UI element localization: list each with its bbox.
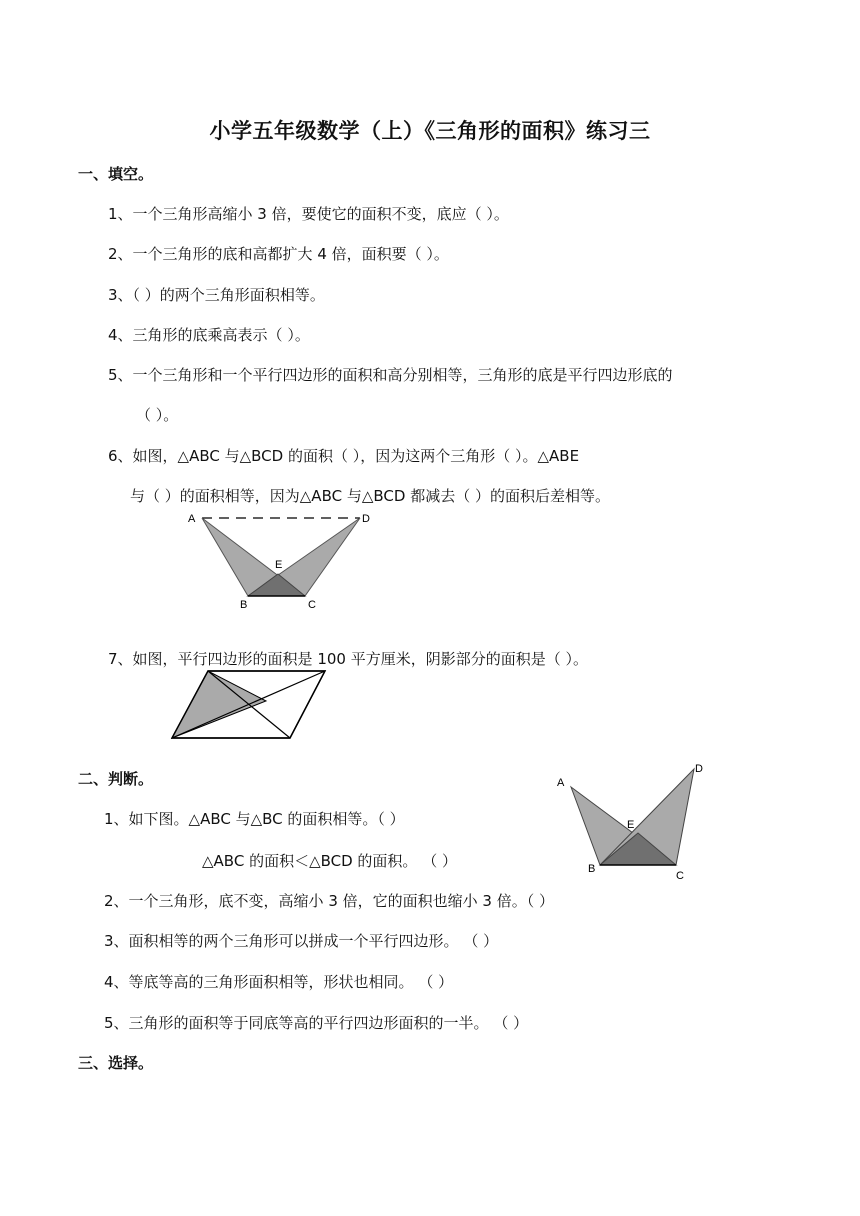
label-d: D (695, 763, 703, 775)
label-c: C (676, 870, 684, 882)
question-1-3: 3、（ ）的两个三角形面积相等。 (108, 286, 325, 304)
question-1-6-line1: 6、如图，△ABC 与△BCD 的面积（ ），因为这两个三角形（ ）。△ABE (108, 447, 580, 465)
label-d: D (362, 513, 370, 525)
question-1-7: 7、如图，平行四边形的面积是 100 平方厘米，阴影部分的面积是（ ）。 (108, 650, 588, 668)
label-c: C (308, 599, 316, 611)
question-1-2: 2、一个三角形的底和高都扩大 4 倍，面积要（ ）。 (108, 245, 449, 263)
judge-5: 5、三角形的面积等于同底等高的平行四边形面积的一半。 （ ） (104, 1014, 529, 1032)
section-heading-judge: 二、判断。 (78, 770, 154, 788)
label-a: A (188, 513, 196, 525)
question-1-6-line2: 与（ ）的面积相等，因为△ABC 与△BCD 都减去（ ）的面积后差相等。 (130, 487, 610, 505)
section-heading-fill-in: 一、填空。 (78, 165, 154, 183)
judge-4: 4、等底等高的三角形面积相等，形状也相同。 （ ） (104, 973, 454, 991)
figure-triangles-q6 (180, 505, 380, 615)
question-1-1: 1、一个三角形高缩小 3 倍，要使它的面积不变，底应（ ）。 (108, 205, 509, 223)
question-1-5-line2: （ ）。 (136, 406, 179, 424)
label-e: E (627, 819, 635, 831)
question-1-5-line1: 5、一个三角形和一个平行四边形的面积和高分别相等，三角形的底是平行四边形底的 (108, 366, 673, 384)
label-a: A (557, 777, 565, 789)
section-heading-choice: 三、选择。 (78, 1054, 154, 1072)
label-e: E (275, 559, 283, 571)
judge-2: 2、一个三角形，底不变，高缩小 3 倍，它的面积也缩小 3 倍。（ ） (104, 892, 554, 910)
figure-triangles-judge (548, 755, 718, 885)
label-b: B (240, 599, 248, 611)
label-b: B (588, 863, 596, 875)
judge-1-line2: △ABC 的面积＜△BCD 的面积。 （ ） (202, 852, 457, 870)
judge-3: 3、面积相等的两个三角形可以拼成一个平行四边形。 （ ） (104, 932, 499, 950)
question-1-4: 4、三角形的底乘高表示（ ）。 (108, 326, 310, 344)
figure-parallelogram-q7 (165, 665, 335, 745)
judge-1-line1: 1、如下图。△ABC 与△BC 的面积相等。（ ） (104, 810, 405, 828)
page-title: 小学五年级数学（上）《三角形的面积》练习三 (209, 119, 651, 143)
